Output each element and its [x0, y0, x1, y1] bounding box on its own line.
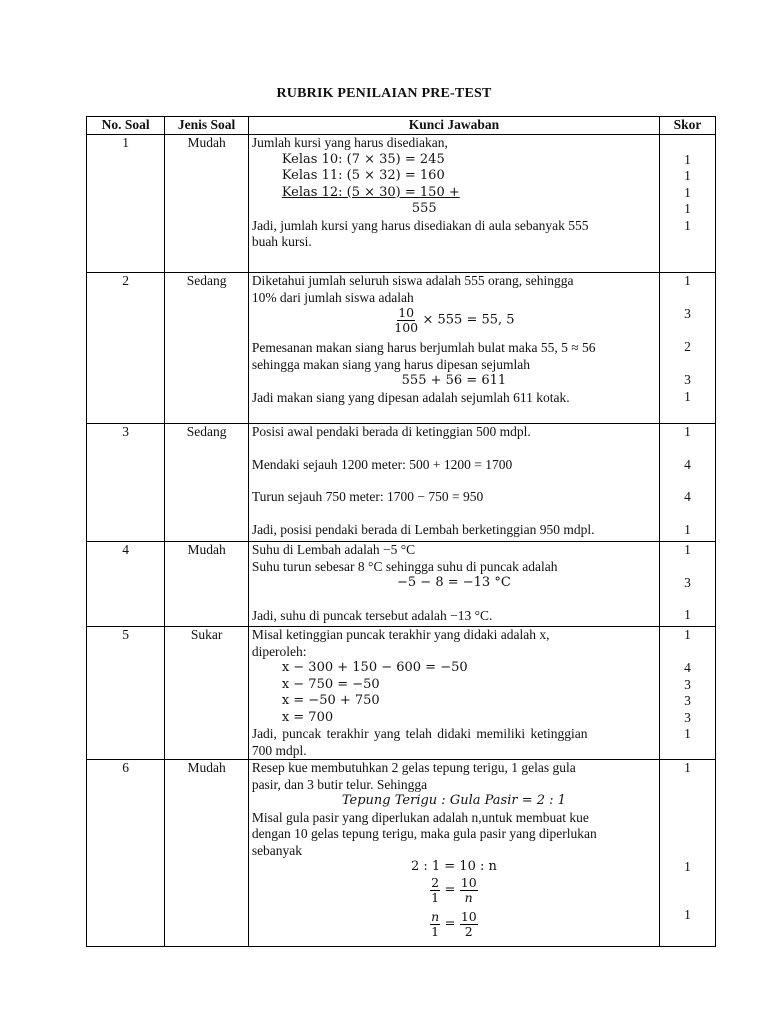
answer-line: 10% dari jumlah siswa adalah: [251, 289, 414, 305]
answer-line: Diketahui jumlah seluruh siswa adalah 555 orang, sehingga: [251, 273, 574, 288]
table-row: [87, 424, 716, 542]
fraction-numerator: 10: [460, 874, 477, 890]
answer-cell: [248, 760, 659, 947]
fraction-denominator: 1: [431, 923, 440, 939]
answer-cell: [248, 424, 659, 542]
answer-line: Kelas 12: (5 × 30) = 150 +: [281, 184, 460, 200]
fraction-denominator: n: [464, 889, 473, 905]
row-no: 6: [87, 760, 165, 947]
score-value: 1: [684, 424, 691, 439]
answer-line: 700 mdpl.: [251, 742, 307, 758]
row-no: 2: [87, 273, 165, 424]
fraction-numerator: 2: [431, 874, 440, 890]
score-value: 4: [684, 456, 691, 472]
answer-line: Suhu turun sebesar 8 °C sehingga suhu di puncak adalah: [251, 558, 558, 574]
fraction: [394, 306, 418, 335]
score-value: 1: [684, 184, 691, 200]
fraction-numerator: 10: [398, 305, 415, 320]
score-value: 3: [684, 709, 691, 725]
score-value: 1: [684, 542, 691, 557]
answer-line: x = 700: [281, 709, 334, 725]
answer-line: buah kursi.: [251, 234, 312, 249]
answer-line: Tepung Terigu : Gula Pasir = 2 : 1: [341, 793, 566, 808]
table-row: [87, 627, 716, 760]
row-jenis: Sedang: [165, 273, 248, 424]
rubric-table: [86, 116, 716, 947]
answer-line: Suhu di Lembah adalah −5 °C: [251, 542, 416, 557]
answer-line: Posisi awal pendaki berada di ketinggian 500 mdpl.: [251, 424, 531, 439]
header-kunci-jawaban: Kunci Jawaban: [248, 117, 659, 135]
answer-line: × 555 = 55, 5: [422, 312, 515, 328]
row-jenis: Mudah: [165, 135, 248, 273]
row-no: 1: [87, 135, 165, 273]
row-no: 4: [87, 542, 165, 627]
score-value: 1: [684, 201, 691, 216]
score-value: 1: [684, 217, 691, 233]
fraction-denominator: 100: [394, 320, 419, 335]
fraction-denominator: 1: [431, 889, 440, 905]
row-no: 5: [87, 627, 165, 760]
fraction-equation: [252, 876, 656, 910]
answer-cell: [248, 542, 659, 627]
score-value: 1: [684, 858, 691, 874]
answer-line: Jadi, suhu di puncak tersebut adalah −13 °C.: [251, 607, 493, 623]
score-value: 1: [684, 907, 691, 922]
fraction: [460, 910, 478, 939]
answer-line: 555: [411, 201, 437, 216]
answer-cell: [248, 627, 659, 760]
answer-line: dengan 10 gelas tepung terigu, maka gula pasir yang diperlukan: [251, 826, 597, 841]
header-jenis-soal: Jenis Soal: [165, 117, 248, 135]
answer-line: x − 750 = −50: [281, 676, 380, 692]
answer-line: sehingga makan siang yang harus dipesan sejumlah: [251, 356, 530, 372]
answer-line: Jadi makan siang yang dipesan adalah sejumlah 611 kotak.: [251, 389, 570, 405]
equals-sign: =: [444, 882, 456, 898]
answer-cell: [248, 273, 659, 424]
score-value: 1: [684, 760, 691, 775]
answer-line: Jadi, posisi pendaki berada di Lembah berketinggian 950 mdpl.: [251, 521, 595, 537]
fraction-expression: [252, 306, 656, 340]
table-row: [87, 135, 716, 273]
score-cell: [660, 760, 716, 947]
row-jenis: Mudah: [165, 760, 248, 947]
answer-line: Jadi, jumlah kursi yang harus disediakan di aula sebanyak 555: [251, 217, 589, 233]
score-value: 1: [684, 521, 691, 537]
row-jenis: Sukar: [165, 627, 248, 760]
page-title: RUBRIK PENILAIAN PRE-TEST: [276, 86, 492, 101]
answer-line: Misal ketinggian puncak terakhir yang didaki adalah x,: [251, 627, 550, 642]
answer-line: 2 : 1 = 10 : n: [410, 859, 497, 874]
answer-line: x = −50 + 750: [281, 693, 380, 708]
score-value: 4: [684, 660, 691, 675]
score-value: 4: [684, 489, 691, 504]
score-value: 3: [684, 693, 691, 708]
score-cell: [660, 135, 716, 273]
answer-line: Mendaki sejauh 1200 meter: 500 + 1200 = 1700: [251, 456, 513, 472]
answer-line: Kelas 10: (7 × 35) = 245: [281, 151, 445, 167]
fraction: [430, 910, 440, 939]
answer-line: diperoleh:: [251, 643, 307, 659]
score-cell: [660, 542, 716, 627]
row-jenis: Sedang: [165, 424, 248, 542]
header-no-soal: No. Soal: [87, 117, 165, 135]
answer-line: 555 + 56 = 611: [401, 373, 507, 388]
row-jenis: Mudah: [165, 542, 248, 627]
score-value: 1: [684, 388, 691, 404]
table-row: [87, 542, 716, 627]
fraction: [460, 876, 478, 905]
answer-line: Jumlah kursi yang harus disediakan,: [251, 135, 448, 150]
score-value: 1: [684, 607, 691, 622]
answer-line: Pemesanan makan siang harus berjumlah bulat maka 55, 5 ≈ 56: [251, 340, 596, 355]
score-cell: [660, 273, 716, 424]
fraction-numerator: n: [431, 908, 440, 924]
score-value: 1: [684, 273, 691, 288]
score-value: 1: [684, 168, 691, 183]
table-row: [87, 273, 716, 424]
table-row: [87, 760, 716, 947]
score-value: 3: [684, 306, 691, 321]
answer-line: Jadi, puncak terakhir yang telah didaki memiliki ketinggian: [251, 726, 588, 741]
fraction-equation: [252, 910, 656, 944]
score-cell: [660, 627, 716, 760]
score-value: 3: [684, 574, 691, 590]
score-value: 2: [684, 339, 691, 354]
answer-cell: [248, 135, 659, 273]
answer-line: Turun sejauh 750 meter: 1700 − 750 = 950: [251, 489, 484, 504]
row-no: 3: [87, 424, 165, 542]
answer-line: Misal gula pasir yang diperlukan adalah n,untuk membuat kue: [251, 809, 589, 825]
answer-line: sebanyak: [251, 842, 303, 858]
table-header-row: [87, 117, 716, 135]
score-value: 1: [684, 151, 691, 167]
answer-line: Resep kue membutuhkan 2 gelas tepung terigu, 1 gelas gula: [251, 760, 576, 775]
answer-line: pasir, dan 3 butir telur. Sehingga: [251, 776, 428, 792]
fraction: [430, 876, 440, 905]
fraction-denominator: 2: [464, 923, 473, 939]
fraction-numerator: 10: [460, 908, 477, 924]
score-value: 3: [684, 372, 691, 387]
answer-line: Kelas 11: (5 × 32) = 160: [281, 168, 445, 183]
answer-line: −5 − 8 = −13 °C: [397, 575, 511, 590]
header-skor: Skor: [660, 117, 716, 135]
equals-sign: =: [444, 916, 456, 932]
score-value: 1: [684, 627, 691, 642]
score-cell: [660, 424, 716, 542]
score-value: 1: [684, 726, 691, 741]
score-value: 3: [684, 676, 691, 692]
answer-line: x − 300 + 150 − 600 = −50: [281, 660, 468, 675]
